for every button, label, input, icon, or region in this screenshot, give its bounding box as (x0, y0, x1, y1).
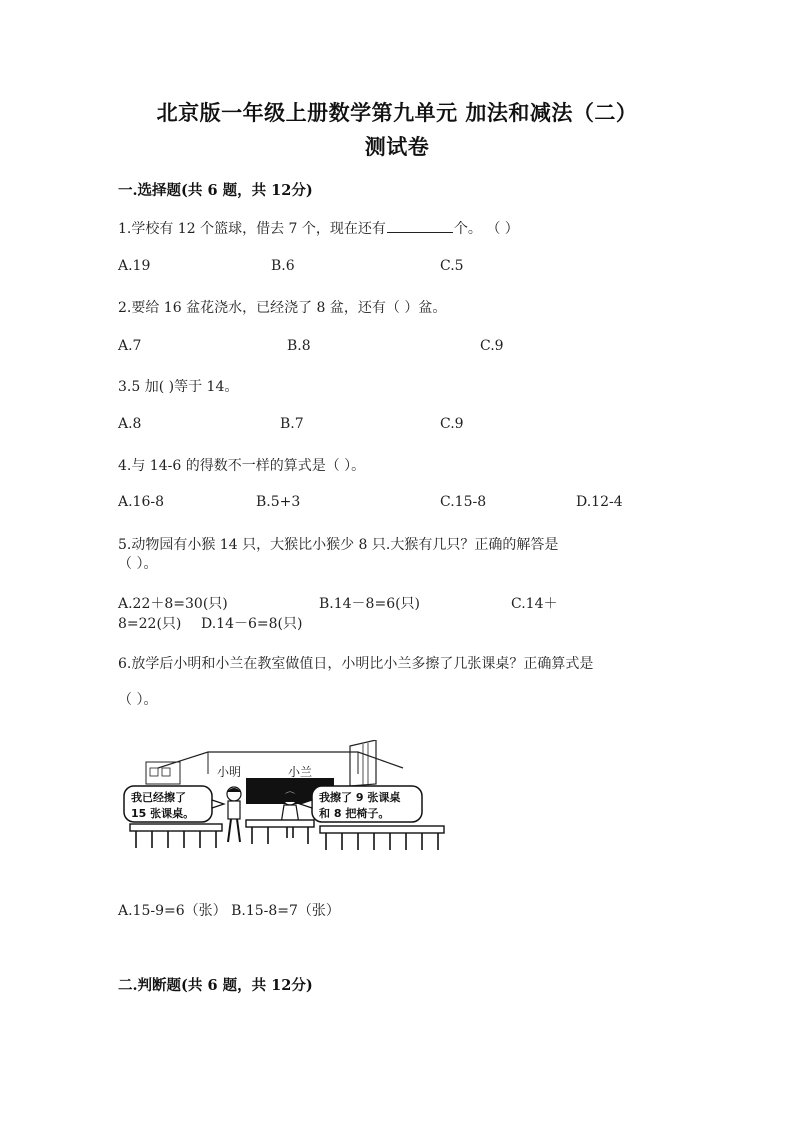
name-label-xiaoming: 小明 (217, 765, 242, 779)
question-1-text: 1.学校有 12 个篮球，借去 7 个，现在还有 (118, 221, 386, 237)
page-subtitle: 测试卷 (364, 134, 430, 159)
q5-option-d[interactable]: D.14－6=8(只) (201, 616, 303, 632)
q5-option-c-cont[interactable]: 8=22(只) (118, 616, 182, 632)
classroom-illustration (118, 740, 448, 860)
q5-option-b[interactable]: B.14－8=6(只) (319, 596, 421, 612)
wall-outline (158, 752, 403, 768)
question-2: 2.要给 16 盆花浇水，已经浇了 8 盆，还有（ ）盆。 (118, 300, 447, 316)
q5-option-c[interactable]: C.14＋ (511, 596, 558, 612)
speech-bubble-left-tail (212, 800, 224, 808)
q4-option-b[interactable]: B.5+3 (256, 494, 301, 510)
q5-option-a[interactable]: A.22＋8=30(只) (118, 596, 228, 612)
q3-option-b[interactable]: B.7 (280, 416, 304, 432)
q4-option-c[interactable]: C.15-8 (440, 494, 487, 510)
bubble-right-line2: 和 8 把椅子。 (319, 807, 390, 820)
q4-option-d[interactable]: D.12-4 (576, 494, 623, 510)
answer-blank[interactable] (387, 220, 453, 233)
section-heading-judgement: 二.判断题(共 6 题，共 12分) (118, 977, 313, 994)
q6-options[interactable]: A.15-9=6（张） B.15-8=7（张） (118, 903, 340, 919)
question-1 (118, 218, 519, 238)
q1-option-b[interactable]: B.6 (271, 258, 295, 274)
boy-figure (227, 787, 241, 842)
girl-figure (281, 791, 299, 838)
q2-option-b[interactable]: B.8 (287, 338, 311, 354)
question-6-line2: （ ）。 (118, 692, 158, 708)
left-window (146, 762, 180, 784)
name-label-xiaolan: 小兰 (288, 765, 313, 779)
page-title: 北京版一年级上册数学第九单元 加法和减法（二） (156, 100, 638, 125)
question-6: 6.放学后小明和小兰在教室做值日，小明比小兰多擦了几张课桌？正确算式是 (118, 656, 594, 672)
bubble-left-line2: 15 张课桌。 (131, 807, 195, 820)
q1-option-a[interactable]: A.19 (118, 258, 151, 274)
section-heading-choice: 一.选择题(共 6 题，共 12分) (118, 182, 313, 199)
question-1-text-tail: 个。 （ ） (453, 221, 519, 237)
question-5: 5.动物园有小猴 14 只，大猴比小猴少 8 只.大猴有几只？正确的解答是 (118, 537, 559, 553)
q4-option-a[interactable]: A.16-8 (118, 494, 165, 510)
question-5-line2: （ ）。 (118, 556, 158, 572)
right-door (350, 740, 376, 786)
q3-option-a[interactable]: A.8 (118, 416, 142, 432)
question-4: 4.与 14-6 的得数不一样的算式是（ ）。 (118, 458, 366, 474)
bubble-right-line1: 我擦了 9 张课桌 (319, 791, 401, 804)
bubble-left-line1: 我已经擦了 (131, 791, 186, 804)
question-3: 3.5 加( )等于 14。 (118, 379, 239, 395)
q2-option-a[interactable]: A.7 (118, 338, 142, 354)
q1-option-c[interactable]: C.5 (440, 258, 464, 274)
q2-option-c[interactable]: C.9 (480, 338, 504, 354)
q3-option-c[interactable]: C.9 (440, 416, 464, 432)
